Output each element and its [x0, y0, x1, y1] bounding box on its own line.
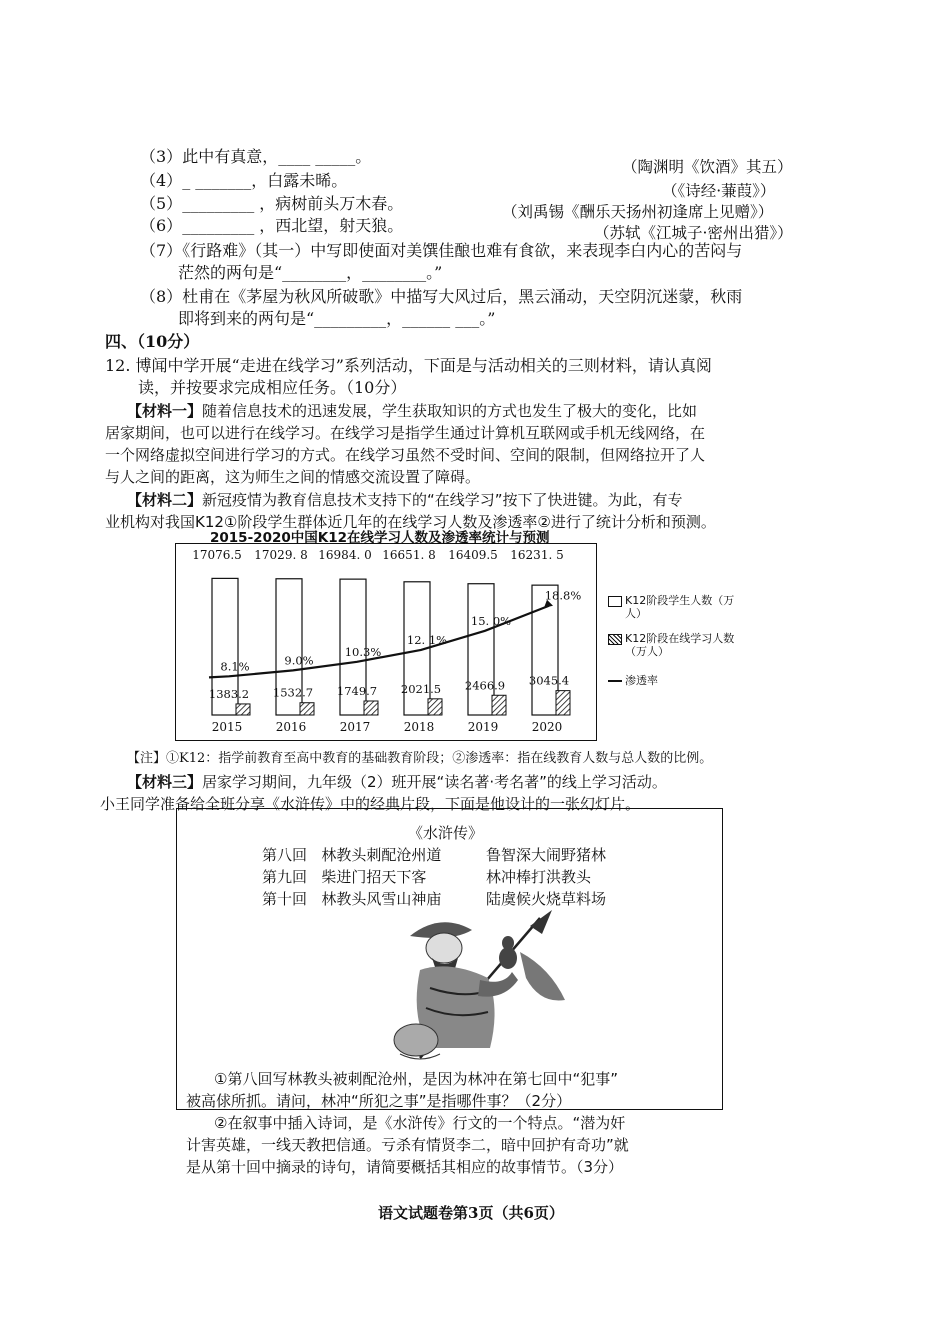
material-1-line4: 与人之间的距离，这为师生之间的情感交流设置了障碍。 [105, 468, 481, 486]
chapter-title-b: 陆虞候火烧草料场 [486, 890, 607, 908]
material-3-line2: 小王同学准备给全班分享《水浒传》中的经典片段，下面是他设计的一张幻灯片。 [100, 795, 641, 813]
online-value-label: 1383.2 [208, 686, 250, 701]
chapter-number: 第九回 [262, 868, 308, 886]
question-8-line2: 即将到来的两句是“_________，______ ___。” [178, 309, 496, 328]
material-text: 居家学习期间，九年级（2）班开展“读名著·考名著”的线上学习活动。 [202, 773, 667, 791]
chapter-row [262, 888, 441, 910]
poem-3 [140, 146, 371, 168]
online-bar [236, 704, 250, 715]
chapter-title-a: 林教头刺配沧州道 [321, 846, 442, 864]
poem-5 [140, 193, 403, 215]
poem-number: （3） [140, 147, 183, 166]
year-tick-label: 2015 [211, 720, 243, 734]
material-2 [127, 489, 683, 511]
online-value-label: 1749.7 [336, 684, 378, 699]
question-7-line2: 茫然的两句是“________，________。” [178, 263, 443, 282]
chapter-number: 第十回 [262, 890, 308, 908]
online-value-label: 2021.5 [400, 681, 442, 696]
material-text: 新冠疫情为教育信息技术支持下的“在线学习”按下了快进键。为此，有专 [202, 491, 683, 509]
task-2: ②在叙事中插入诗词，是《水浒传》行文的一个特点。“潜为奸 [214, 1114, 626, 1132]
k12-chart [175, 543, 595, 739]
legend-swatch [608, 596, 622, 607]
poem-number: （4） [140, 171, 183, 190]
chapter-title-b: 鲁智深大闹野猪林 [486, 846, 607, 864]
question-text: 《行路难》（其一）中写即使面对美馔佳酿也难有食欲，来表现李白内心的苦闷与 [182, 241, 743, 260]
lin-chong-illustration [380, 908, 580, 1068]
online-bar [300, 703, 314, 715]
material-label: 【材料三】 [127, 773, 203, 791]
slide-title: 《水浒传》 [408, 824, 484, 842]
legend-swatch [608, 680, 622, 682]
chapter-title-a: 柴进门招天下客 [321, 868, 427, 886]
material-text: 随着信息技术的迅速发展，学生获取知识的方式也发生了极大的变化，比如 [202, 402, 698, 420]
student-value-label: 17076.5 [192, 548, 242, 562]
poem-text: _________ ，西北望，射天狼。 [182, 216, 404, 235]
rate-value-label: 12. 1% [406, 632, 448, 647]
chapter-title-a: 林教头风雪山神庙 [321, 890, 442, 908]
poem-6 [140, 215, 403, 237]
legend-students [608, 594, 740, 620]
question-7 [140, 240, 742, 262]
task-2-line2: 计害英雄，一线天教把信通。亏杀有情贤李二，暗中回护有奇功”就 [186, 1136, 629, 1154]
rate-value-label: 9.0% [284, 653, 314, 668]
question-12: 12. 博闻中学开展“走进在线学习”系列活动，下面是与活动相关的三则材料，请认真阅 [105, 356, 712, 375]
question-text: 杜甫在《茅屋为秋风所破歌》中描写大风过后，黑云涌动，天空阴沉迷蒙，秋雨 [182, 287, 743, 306]
material-1 [127, 400, 697, 422]
material-1-line3: 一个网络虚拟空间进行学习的方式。在线学习虽然不受时间、空间的限制，但网络拉开了人 [105, 446, 706, 464]
section-heading: 四、（10分） [105, 332, 200, 351]
poem-number: （6） [140, 216, 183, 235]
online-value-label: 1532.7 [272, 685, 314, 700]
legend-label: K12阶段在线学习人数（万人） [625, 632, 735, 658]
chapter-row [262, 844, 441, 866]
chart-title: 2015-2020中国K12在线学习人数及渗透率统计与预测 [210, 530, 550, 546]
chapter-number: 第八回 [262, 846, 308, 864]
material-label: 【材料一】 [127, 402, 203, 420]
rate-value-label: 15. 0% [470, 613, 512, 628]
student-value-label: 16651. 8 [382, 548, 436, 562]
online-value-label: 2466.9 [464, 678, 506, 693]
page-footer: 语文试题卷第3页（共6页） [378, 1204, 564, 1222]
year-tick-label: 2019 [467, 720, 499, 734]
question-8 [140, 286, 742, 308]
poem-source: （《诗经·蒹葭》） [662, 182, 776, 200]
year-tick-label: 2017 [339, 720, 371, 734]
question-number: （8） [140, 287, 183, 306]
year-tick-label: 2018 [403, 720, 435, 734]
student-value-label: 16984. 0 [318, 548, 372, 562]
legend-online [608, 632, 740, 658]
student-value-label: 17029. 8 [254, 548, 308, 562]
rate-value-label: 18.8% [544, 588, 582, 603]
chapter-row [262, 866, 426, 888]
task-1: ①第八回写林教头被刺配沧州，是因为林冲在第七回中“犯事” [214, 1070, 618, 1088]
student-bar [532, 585, 558, 715]
legend-swatch [608, 634, 622, 645]
chart-note: 【注】①K12：指学前教育至高中教育的基础教育阶段；②渗透率：指在线教育人数与总人数的比例。 [127, 751, 713, 766]
poem-text: 此中有真意，____ _____。 [182, 147, 372, 166]
legend-label: 渗透率 [625, 674, 658, 687]
year-tick-label: 2016 [275, 720, 307, 734]
task-1-line2: 被高俅所抓。请问，林冲“所犯之事”是指哪件事？（2分） [186, 1092, 572, 1110]
poem-text: _________ ，病树前头万木春。 [182, 194, 404, 213]
online-value-label: 3045.4 [528, 673, 570, 688]
poem-source: （刘禹锡《酬乐天扬州初逢席上见赠》） [502, 203, 774, 221]
legend-label: K12阶段学生人数（万人） [625, 594, 735, 620]
student-bar [468, 584, 494, 715]
online-bar [364, 701, 378, 715]
online-bar [556, 691, 570, 715]
legend-rate [608, 674, 658, 687]
poem-source: （陶渊明《饮酒》其五） [622, 158, 793, 176]
rate-value-label: 8.1% [220, 659, 250, 674]
student-value-label: 16231. 5 [510, 548, 564, 562]
material-1-line2: 居家期间，也可以进行在线学习。在线学习是指学生通过计算机互联网或手机无线网络，在 [105, 424, 706, 442]
poem-number: （5） [140, 194, 183, 213]
online-bar [492, 695, 506, 715]
question-number: （7） [140, 241, 183, 260]
material-2-line2: 业机构对我国K12①阶段学生群体近几年的在线学习人数及渗透率②进行了统计分析和预测。 [105, 513, 716, 531]
year-tick-label: 2020 [531, 720, 563, 734]
rate-value-label: 10.3% [344, 644, 382, 659]
question-12-line2: 读，并按要求完成相应任务。（10分） [138, 378, 407, 397]
material-label: 【材料二】 [127, 491, 203, 509]
student-value-label: 16409.5 [448, 548, 498, 562]
poem-source: （苏轼《江城子·密州出猎》） [594, 224, 793, 242]
online-bar [428, 699, 442, 715]
task-2-line3: 是从第十回中摘录的诗句，请简要概括其相应的故事情节。（3分） [186, 1158, 624, 1176]
poem-text: _ _______，白露未晞。 [182, 171, 348, 190]
poem-4 [140, 170, 347, 192]
chapter-title-b: 林冲棒打洪教头 [486, 868, 592, 886]
material-3 [127, 771, 667, 793]
